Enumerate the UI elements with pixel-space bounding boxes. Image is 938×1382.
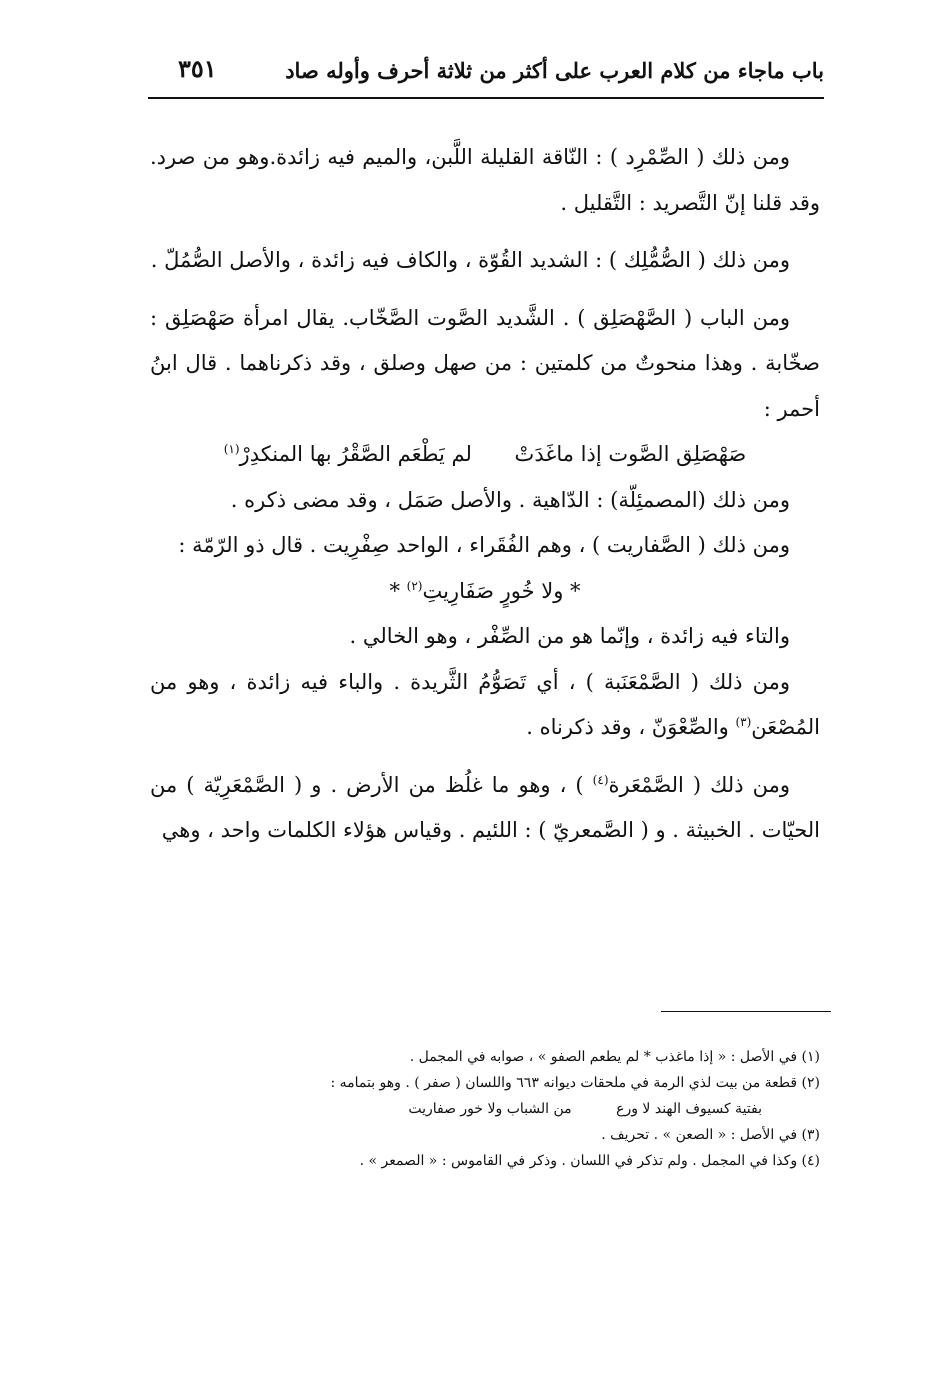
- verse-dhu-al-rumma: [150, 569, 820, 615]
- paragraph-samanaba-end: والصِّعْوَنّ ، وقد ذكرناه .: [526, 715, 736, 739]
- paragraph-samanaba-text: ومن ذلك ( الصَّمْعَنَبة ) ، أي تَصَوُّمُ الثَّريدة . والباء فيه زائدة ، وهو من المُصْعَن: [150, 669, 820, 739]
- paragraph-safarit: ومن ذلك ( الصَّفاريت ) ، وهم الفُقَراء ، الواحد صِفْرِيت . قال ذو الرّمّة :: [178, 533, 790, 557]
- footnote-marker-1: (١): [223, 442, 240, 456]
- paragraph-samara: [150, 763, 820, 854]
- footnote-4: (٤) وكذا في المجمل . ولم تذكر في اللسان . وذكر في القاموس : « الصمعر » .: [359, 1153, 820, 1169]
- footnote-marker-4: (٤): [592, 772, 609, 787]
- footnote-2: (٢) قطعة من بيت لذي الرمة في ملحقات ديوانه ٦٦٣ واللسان ( صفر ) . وهو بتمامه :: [330, 1075, 820, 1091]
- footnote-1: (١) في الأصل : « إذا ماغذب * لم يطعم الصفو » ، صوابه في المجمل .: [409, 1049, 820, 1065]
- footnote-verse-first-hemistich: بفتية كسيوف الهند لا ورع: [616, 1101, 762, 1117]
- paragraph-samara-end: ) ، وهو ما غلُظ من الأرض . و ( الصَّمْعَرِيّة ) من الحيّات . الخبيثة . و ( الصَّمعريّ ) : اللئيم . وقياس هؤلاء الكلمات واحد ، وهي: [150, 772, 820, 842]
- paragraph-ta-zaida: والتاء فيه زائدة ، وإنّما هو من الصِّفْر ، وهو الخالي .: [349, 624, 790, 648]
- footnote-2-verse: [150, 1096, 820, 1122]
- verse-second-hemistich: [224, 432, 472, 478]
- paragraph-sumulik: ومن ذلك ( الصُّمُّلِك ) : الشديد القُوّة ، والكاف فيه زائدة ، والأصل الصُّمُلّ .: [150, 248, 790, 272]
- verse-first-hemistich: صَهْصَلِق الصَّوت إذا ماغَدَتْ: [514, 442, 747, 466]
- footnotes: [150, 1044, 820, 1174]
- footnote-marker-2: (٢): [406, 578, 423, 593]
- footnote-3: (٣) في الأصل : « الصعن » . تحريف .: [601, 1127, 820, 1143]
- paragraph-samanaba: [150, 660, 820, 751]
- verse-second-hemistich-text: لم يَطْعَم الصَّقْرُ بها المنكدِرْ: [239, 442, 472, 466]
- paragraph-sahsaliq: ومن الباب ( الصَّهْصَلِق ) . الشَّديد الصَّوت الصَّخّاب. يقال امرأة صَهْصَلِق : صخّابة . وهذا منحوتٌ من كلمتين : من صهل وصلق ، وقد ذكرناهما . قال ابنُ أحمر :: [150, 305, 820, 421]
- page-header: [148, 52, 824, 96]
- main-text: [150, 135, 820, 854]
- footnote-rule: [661, 1011, 831, 1012]
- verse-dhu-al-rumma-text: * ولا خُورٍ صَفَارِيتِ: [422, 578, 581, 603]
- footnote-verse-second-hemistich: من الشباب ولا خور صفاريت: [408, 1101, 572, 1117]
- header-rule: [148, 97, 824, 99]
- footnote-marker-3: (٣): [735, 715, 752, 729]
- verse-ibn-ahmar: [150, 432, 820, 478]
- paragraph-samara-text: ومن ذلك ( الصَّمْعَرة: [608, 772, 790, 797]
- page-number: ٣٥١: [178, 54, 217, 83]
- verse-star: *: [389, 578, 400, 603]
- paragraph-musmaillah: ومن ذلك (المصمئِلّة) : الدّاهية . والأصل صَمَل ، وقد مضى ذكره .: [230, 487, 790, 512]
- paragraph-samrad: ومن ذلك ( الصِّمْرِد ) : النّاقة القليلة اللَّبن، والميم فيه زائدة.وهو من صرد. وقد قلنا إنّ التَّصريد : التَّقليل .: [150, 145, 820, 215]
- running-title: باب ماجاء من كلام العرب على أكثر من ثلاثة أحرف وأوله صاد: [285, 58, 824, 83]
